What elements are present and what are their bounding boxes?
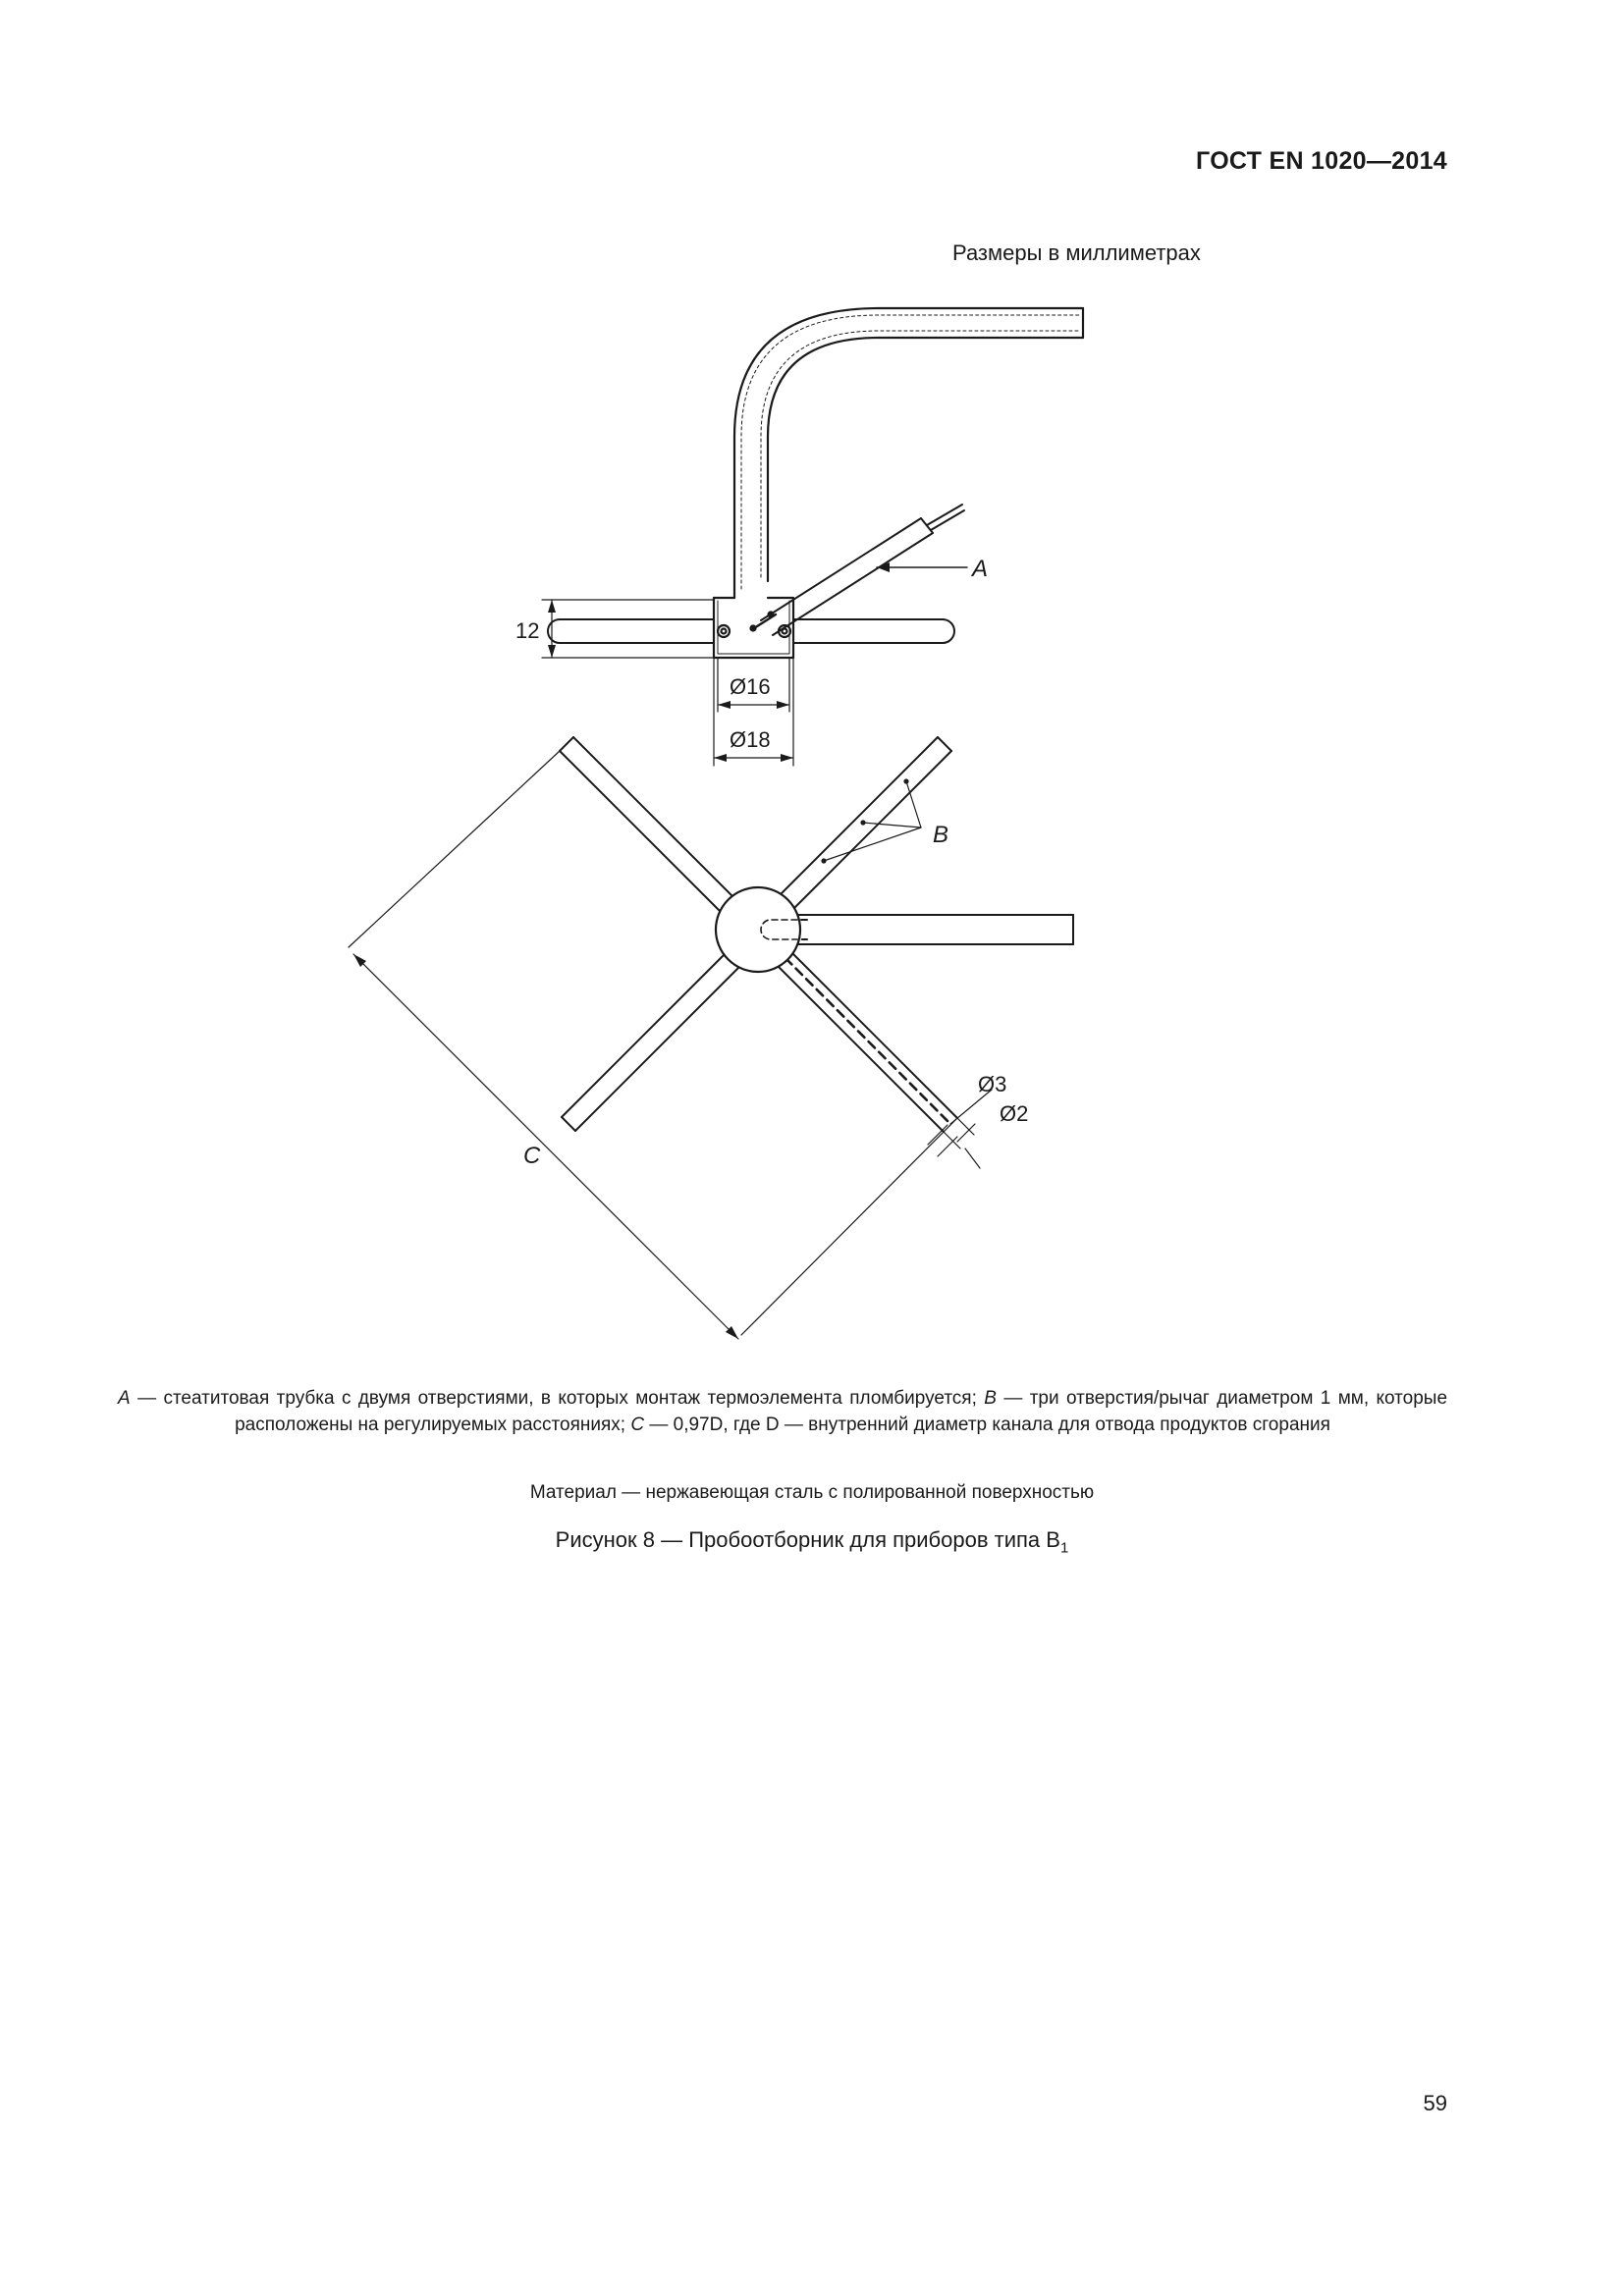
page-number: 59	[1423, 2091, 1447, 2115]
label-a: A	[972, 556, 989, 582]
label-12: 12	[515, 618, 540, 643]
legend-b-text: — три отверстия/рычаг диаметром 1 мм, которые расположены на регулируемых расстояниях;	[235, 1388, 1448, 1435]
label-d16: Ø16	[730, 674, 771, 699]
legend-b-key: B	[984, 1388, 997, 1409]
legend-a-text: — стеатитовая трубка с двумя отверстиями, в которых монтаж термоэлемента пломбируется;	[130, 1388, 985, 1409]
document-code: ГОСТ EN 1020—2014	[1196, 147, 1447, 175]
label-b: B	[933, 822, 949, 848]
hub	[716, 887, 800, 972]
figure-legend	[118, 1385, 1447, 1438]
dimension-12	[542, 600, 714, 658]
legend-c-text: — 0,97D, где D — внутренний диаметр канала для отвода продуктов сгорания	[644, 1415, 1330, 1435]
bent-tube	[734, 308, 1083, 598]
legend-a-key: A	[118, 1388, 131, 1409]
dimension-c	[349, 751, 957, 1339]
label-d3: Ø3	[978, 1072, 1007, 1096]
material-note: Материал — нержавеющая сталь с полированной поверхностью	[529, 1482, 1095, 1503]
caption-subscript: 1	[1059, 1539, 1069, 1557]
label-d18: Ø18	[730, 727, 771, 752]
steatite-tube-a	[754, 505, 964, 635]
dimension-d3-d2	[928, 1090, 992, 1168]
side-arms	[548, 619, 954, 643]
holes-b	[821, 778, 921, 863]
legend-c-key: C	[630, 1415, 645, 1435]
label-c: C	[523, 1143, 541, 1169]
dimensions-note: Размеры в миллиметрах	[952, 240, 1201, 265]
hub-arm-overlap	[800, 915, 1073, 944]
figure-caption	[0, 1527, 1624, 1556]
caption-text: Рисунок 8 — Пробоотборник для приборов типа B	[555, 1527, 1060, 1552]
label-d2: Ø2	[1000, 1101, 1029, 1126]
